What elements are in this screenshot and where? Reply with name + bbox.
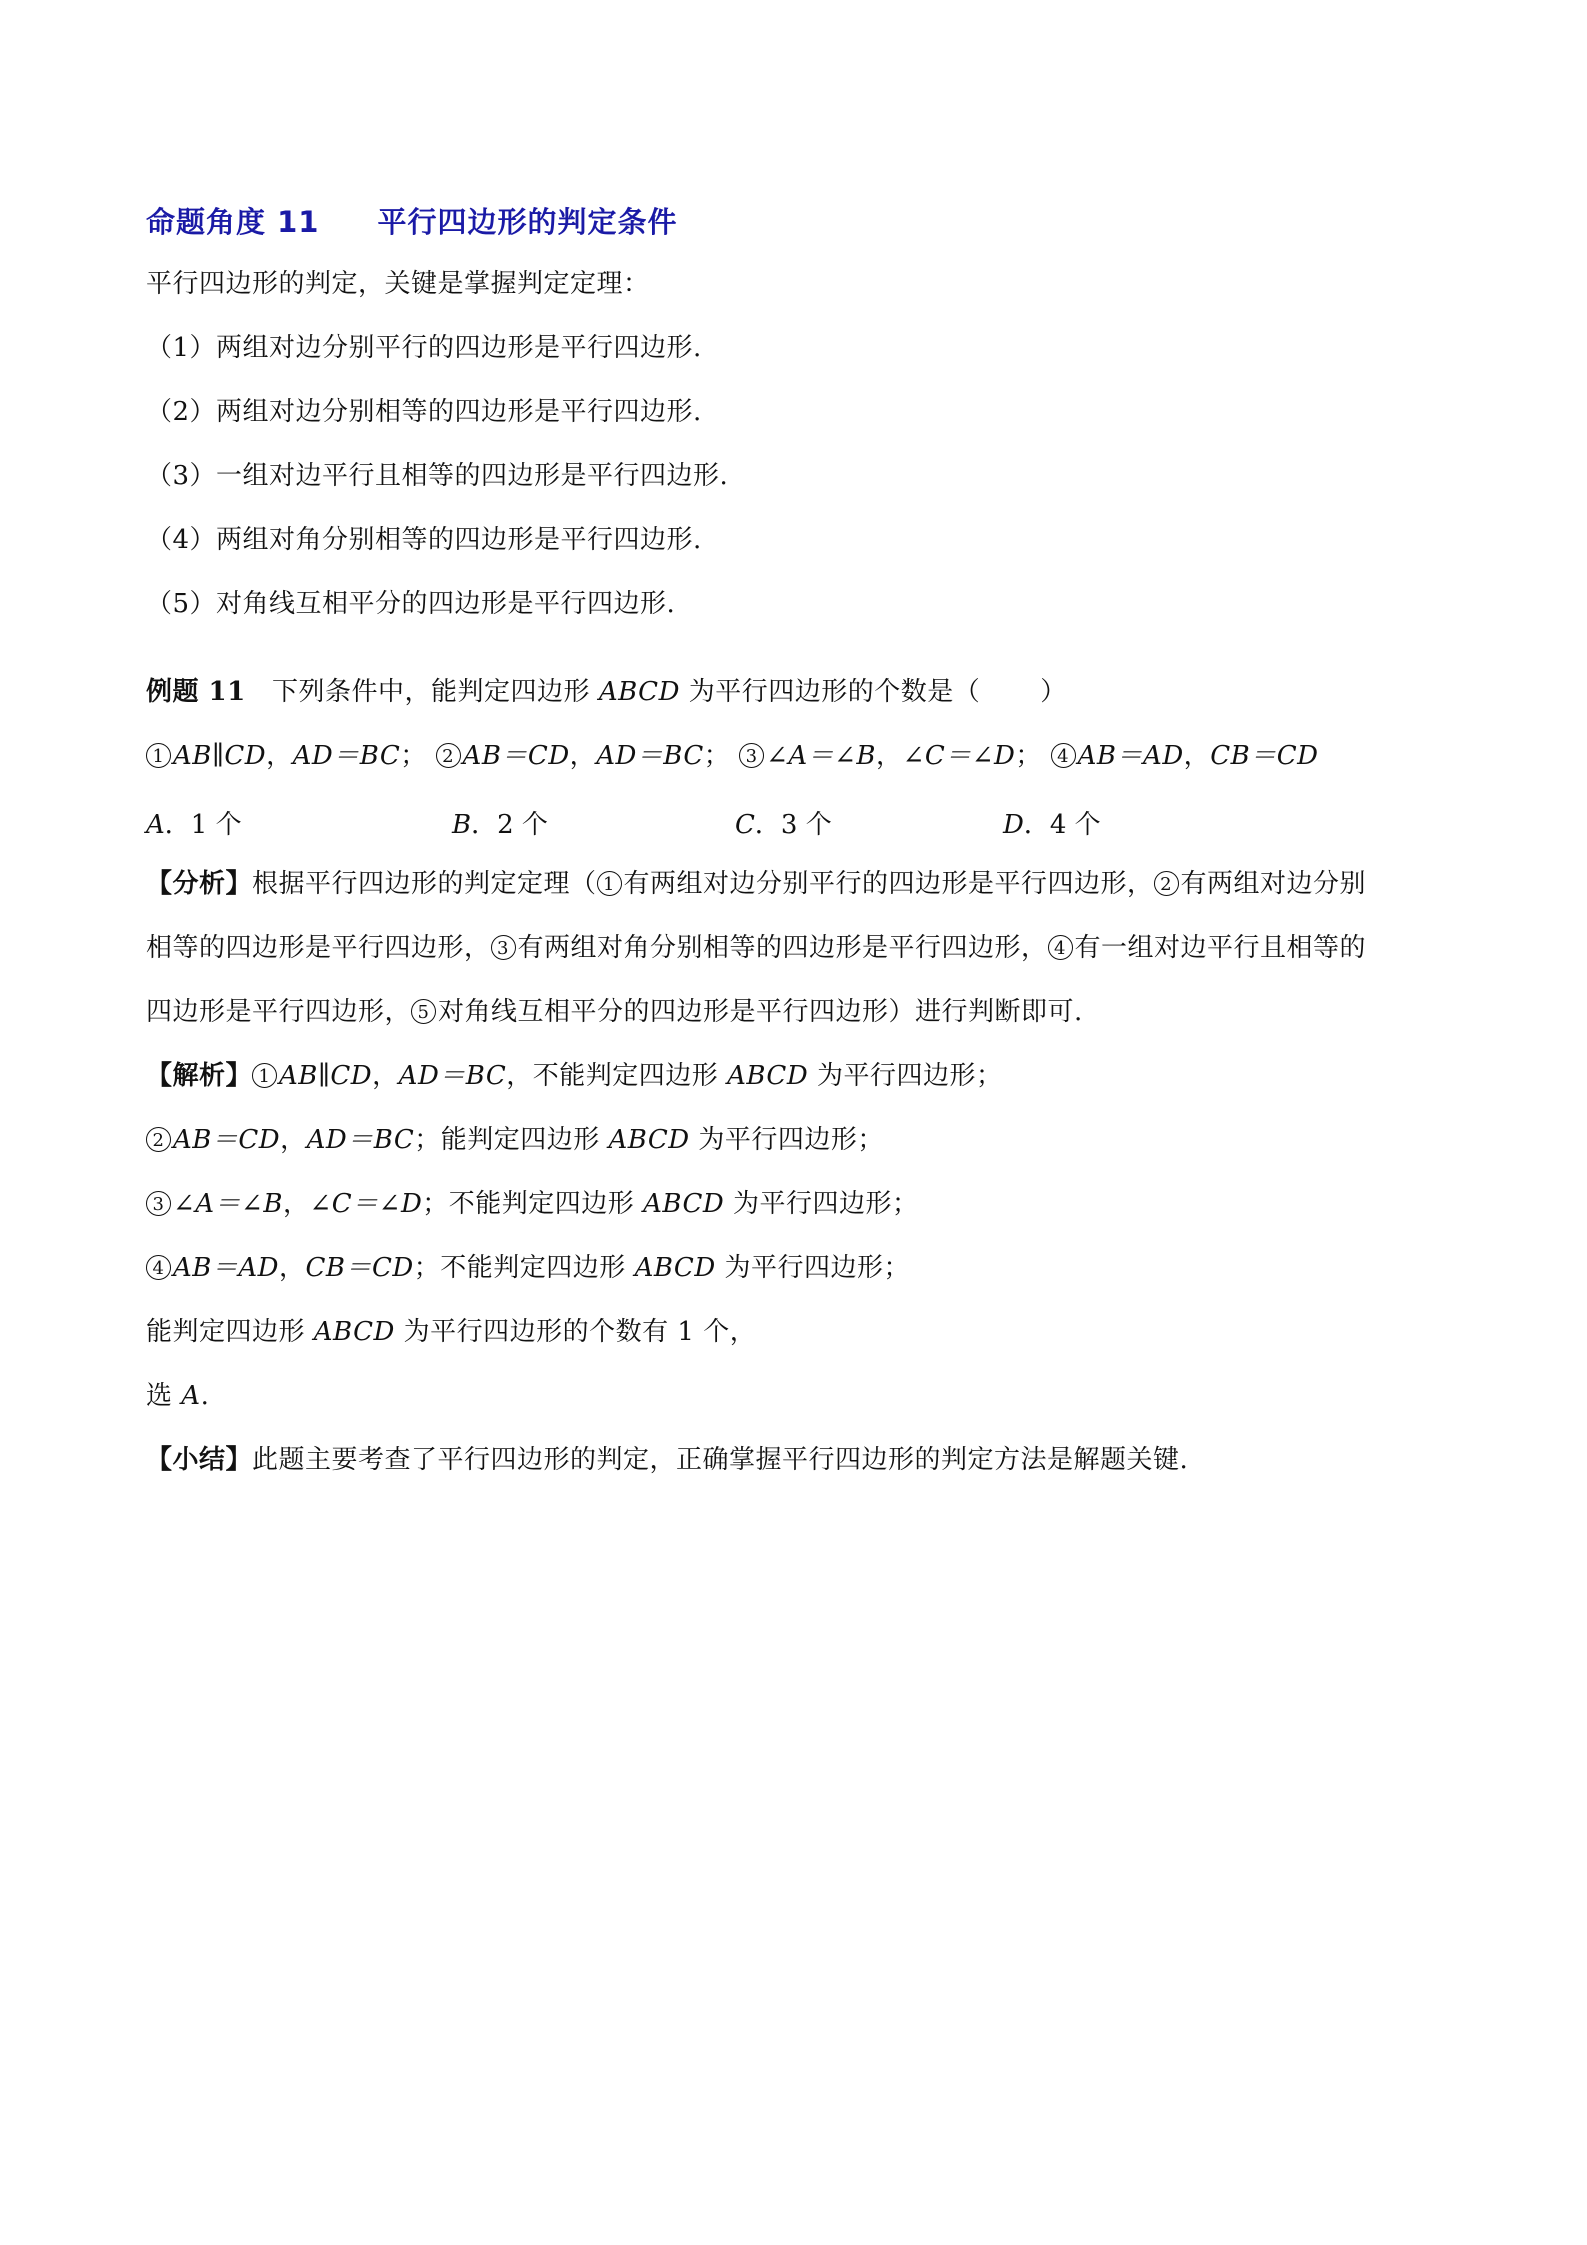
solution-cond: AB∥CD	[279, 1061, 373, 1091]
analysis-text: 有两组对边分别	[1180, 869, 1367, 899]
condition-3b: ∠C＝∠D	[902, 741, 1016, 771]
circled-number: 2	[146, 1127, 171, 1152]
separator: ；	[1015, 741, 1042, 771]
solution-label: 【解析】	[146, 1061, 253, 1091]
option-c	[735, 804, 832, 841]
option-text: ．2 个	[471, 810, 548, 840]
separator: ，	[876, 741, 903, 771]
option-text: ．3 个	[754, 810, 832, 840]
solution-cond: AB＝AD	[173, 1253, 280, 1283]
quad-name: ABCD	[313, 1317, 395, 1347]
solution-cond: ∠A＝∠B	[173, 1189, 283, 1219]
solution-cond: AD＝BC	[306, 1125, 415, 1155]
solution-line-4: 4 AB＝AD，CB＝CD；不能判定四边形 ABCD 为平行四边形；	[146, 1252, 910, 1284]
option-letter: A	[146, 810, 165, 840]
question-part-3: ）	[1040, 677, 1067, 707]
solution-text: ，不能判定四边形	[506, 1061, 719, 1091]
circled-number: 2	[1154, 871, 1179, 896]
solution-text: 为平行四边形；	[816, 1061, 1003, 1091]
option-a	[146, 804, 242, 841]
analysis-line-1	[146, 868, 1366, 900]
quad-name: ABCD	[643, 1189, 725, 1219]
option-text: ．1 个	[164, 810, 242, 840]
quad-name: ABCD	[608, 1125, 690, 1155]
solution-line-2: 2 AB＝CD，AD＝BC；能判定四边形 ABCD 为平行四边形；	[146, 1124, 884, 1156]
option-letter: D	[1003, 810, 1024, 840]
separator: ，	[266, 741, 293, 771]
solution-text: 为平行四边形；	[698, 1125, 884, 1155]
analysis-line-3	[146, 996, 1083, 1028]
solution-cond: AD＝BC	[398, 1061, 507, 1091]
heading-title: 平行四边形的判定条件	[377, 205, 678, 239]
separator: ，	[569, 741, 597, 771]
summary-label: 【小结】	[146, 1445, 253, 1475]
theorem-3: （3）一组对边平行且相等的四边形是平行四边形.	[146, 461, 729, 491]
example-question	[146, 676, 1067, 708]
solution-text: ；能判定四边形	[414, 1125, 600, 1155]
analysis-text: 有两组对角分别相等的四边形是平行四边形，	[517, 933, 1048, 963]
solution-text: 为平行四边形；	[732, 1189, 919, 1219]
section-heading	[146, 200, 677, 241]
quad-name: ABCD	[598, 677, 680, 707]
question-part-2: 为平行四边形的个数是（	[688, 677, 981, 707]
analysis-text: 相等的四边形是平行四边形，	[146, 933, 491, 963]
condition-4b: CB＝CD	[1210, 741, 1319, 771]
circled-number: 4	[1051, 743, 1076, 768]
analysis-text: 四边形是平行四边形，	[146, 997, 412, 1027]
separator: ；	[703, 741, 731, 771]
solution-line-3: 3 ∠A＝∠B，∠C＝∠D；不能判定四边形 ABCD 为平行四边形；	[146, 1188, 918, 1220]
example-label: 例题 11	[146, 677, 246, 707]
solution-text: 为平行四边形；	[724, 1253, 910, 1283]
solution-text: ；不能判定四边形	[422, 1189, 635, 1219]
analysis-label: 【分析】	[146, 869, 253, 899]
separator: ；	[400, 741, 427, 771]
heading-label: 命题角度 11	[146, 205, 320, 239]
circled-number: 1	[252, 1063, 277, 1088]
option-letter: B	[452, 810, 472, 840]
theorem-5: （5）对角线互相平分的四边形是平行四边形.	[146, 589, 676, 619]
solution-line-1: 【解析】 1 AB∥CD，AD＝BC，不能判定四边形 ABCD 为平行四边形；	[146, 1061, 1003, 1091]
solution-text: 能判定四边形	[146, 1317, 306, 1347]
option-b	[452, 804, 548, 841]
circled-number: 1	[146, 743, 171, 768]
summary-text: 此题主要考查了平行四边形的判定，正确掌握平行四边形的判定方法是解题关键.	[252, 1445, 1189, 1475]
circled-number: 5	[411, 999, 436, 1024]
solution-text: .	[200, 1381, 210, 1411]
question-part-1: 下列条件中，能判定四边形	[272, 677, 591, 707]
solution-count	[146, 1316, 756, 1348]
option-text: ．4 个	[1023, 810, 1101, 840]
theorem-1: （1）两组对边分别平行的四边形是平行四边形.	[146, 333, 702, 363]
conditions-line	[146, 740, 1318, 772]
condition-2a: AB＝CD	[462, 741, 570, 771]
condition-2b: AD＝BC	[596, 741, 704, 771]
condition-4a: AB＝AD	[1077, 741, 1184, 771]
summary-line	[146, 1444, 1188, 1476]
analysis-line-2	[146, 932, 1366, 964]
condition-3a: ∠A＝∠B	[766, 741, 877, 771]
option-d	[1003, 804, 1101, 841]
analysis-text: 有两组对边分别平行的四边形是平行四边形，	[623, 869, 1154, 899]
circled-number: 4	[146, 1255, 171, 1280]
circled-number: 3	[491, 935, 516, 960]
quad-name: ABCD	[634, 1253, 716, 1283]
separator: ，	[1183, 741, 1211, 771]
analysis-text: 根据平行四边形的判定定理（	[252, 869, 597, 899]
analysis-text: 有一组对边平行且相等的	[1074, 933, 1367, 963]
solution-text: ；不能判定四边形	[413, 1253, 626, 1283]
solution-text: 选	[146, 1381, 173, 1411]
option-letter: C	[735, 810, 755, 840]
solution-cond: ∠C＝∠D	[309, 1189, 423, 1219]
quad-name: ABCD	[727, 1061, 809, 1091]
circled-number: 4	[1048, 935, 1073, 960]
solution-answer	[146, 1380, 209, 1412]
solution-text: 为平行四边形的个数有 1 个，	[403, 1317, 757, 1347]
solution-cond: AB＝CD	[173, 1125, 281, 1155]
circled-number: 1	[597, 871, 622, 896]
circled-number: 3	[739, 743, 764, 768]
solution-cond: CB＝CD	[305, 1253, 414, 1283]
answer-letter: A	[181, 1381, 201, 1411]
circled-number: 3	[146, 1191, 171, 1216]
theorem-4: （4）两组对角分别相等的四边形是平行四边形.	[146, 525, 702, 555]
intro-text: 平行四边形的判定，关键是掌握判定定理：	[146, 269, 650, 299]
condition-1b: AD＝BC	[292, 741, 401, 771]
analysis-text: 对角线互相平分的四边形是平行四边形）进行判断即可.	[438, 997, 1083, 1027]
condition-1a: AB∥CD	[173, 741, 267, 771]
theorem-2: （2）两组对边分别相等的四边形是平行四边形.	[146, 397, 702, 427]
circled-number: 2	[436, 743, 461, 768]
